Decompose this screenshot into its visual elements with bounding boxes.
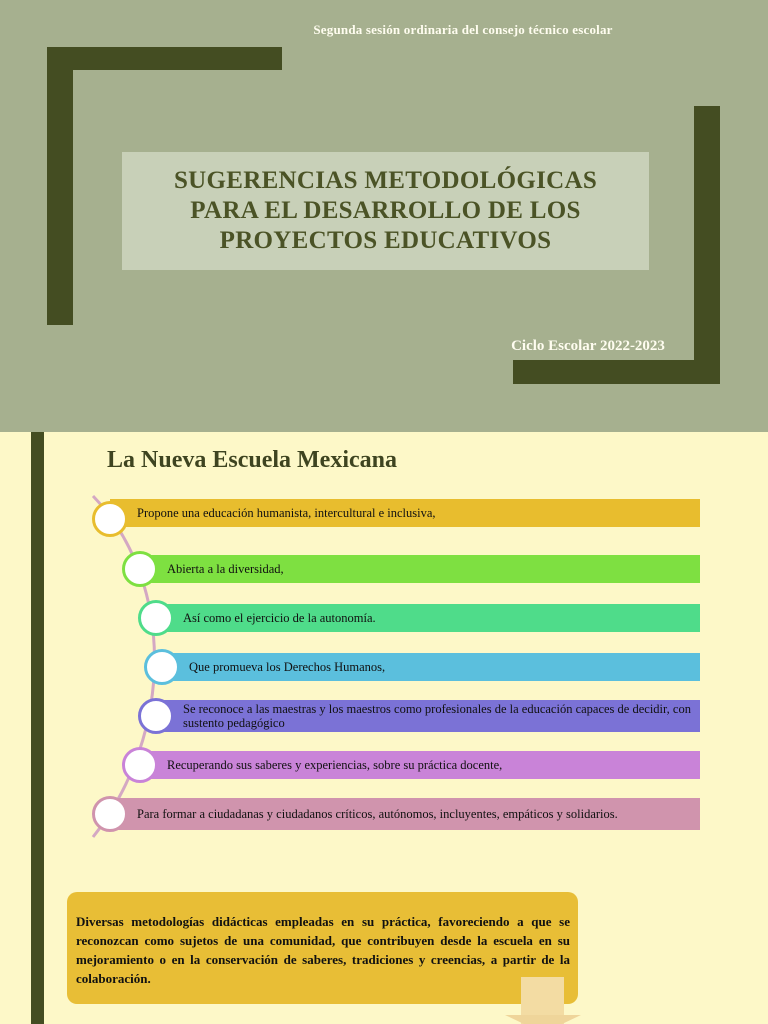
- callout-text: Diversas metodologías didácticas empleadas en su práctica, favoreciendo a que se reconozcan como sujetos de una comunidad, que contribuyen desde la escuela en su mejoramiento o en la conservación de saberes, tradiciones y creencias, a partir de la colaboración.: [76, 914, 570, 986]
- slide-heading: La Nueva Escuela Mexicana: [107, 447, 397, 473]
- list-item-text: Para formar a ciudadanas y ciudadanos críticos, autónomos, incluyentes, empáticos y solidarios.: [137, 807, 618, 821]
- list-item: [140, 751, 700, 779]
- bullet-circle: [92, 501, 128, 537]
- title-box: [122, 152, 649, 270]
- list-item-text: Se reconoce a las maestras y los maestros como profesionales de la educación capaces de decidir, con sustento pedagógico: [183, 702, 691, 730]
- bullet-circle: [122, 551, 158, 587]
- list-item: [110, 499, 700, 527]
- down-arrow-tip-icon: [505, 1015, 581, 1024]
- accent-bar: [31, 865, 44, 1024]
- list-item-text: Recuperando sus saberes y experiencias, sobre su práctica docente,: [167, 758, 503, 772]
- methodology-slide: [0, 865, 768, 1024]
- bracket-top-left-vertical: [47, 47, 73, 325]
- list-item: [156, 700, 700, 732]
- list-item: [140, 555, 700, 583]
- bullet-circle: [138, 698, 174, 734]
- nem-slide: [0, 432, 768, 865]
- school-cycle: Ciclo Escolar 2022-2023: [511, 338, 665, 354]
- slide-title: [136, 166, 636, 256]
- list-item-text: Así como el ejercicio de la autonomía.: [183, 611, 376, 625]
- list-item-text: Propone una educación humanista, intercultural e inclusiva,: [137, 506, 436, 520]
- title-line: PARA EL DESARROLLO DE LOS: [190, 197, 581, 224]
- list-item: [162, 653, 700, 681]
- bracket-bottom-right-horizontal: [513, 360, 720, 384]
- callout-box: [67, 892, 578, 1004]
- bracket-top-left-horizontal: [47, 47, 282, 70]
- bullet-circle: [92, 796, 128, 832]
- bullet-circle: [138, 600, 174, 636]
- list-item: [110, 798, 700, 830]
- title-line: PROYECTOS EDUCATIVOS: [219, 227, 552, 254]
- list-item-text: Abierta a la diversidad,: [167, 562, 284, 576]
- bullet-circle: [122, 747, 158, 783]
- title-slide: [0, 0, 768, 432]
- session-header: Segunda sesión ordinaria del consejo técnico escolar: [313, 22, 613, 37]
- bullet-circle: [144, 649, 180, 685]
- title-line: SUGERENCIAS METODOLÓGICAS: [173, 167, 598, 194]
- list-item: [156, 604, 700, 632]
- list-item-text: Que promueva los Derechos Humanos,: [189, 660, 386, 674]
